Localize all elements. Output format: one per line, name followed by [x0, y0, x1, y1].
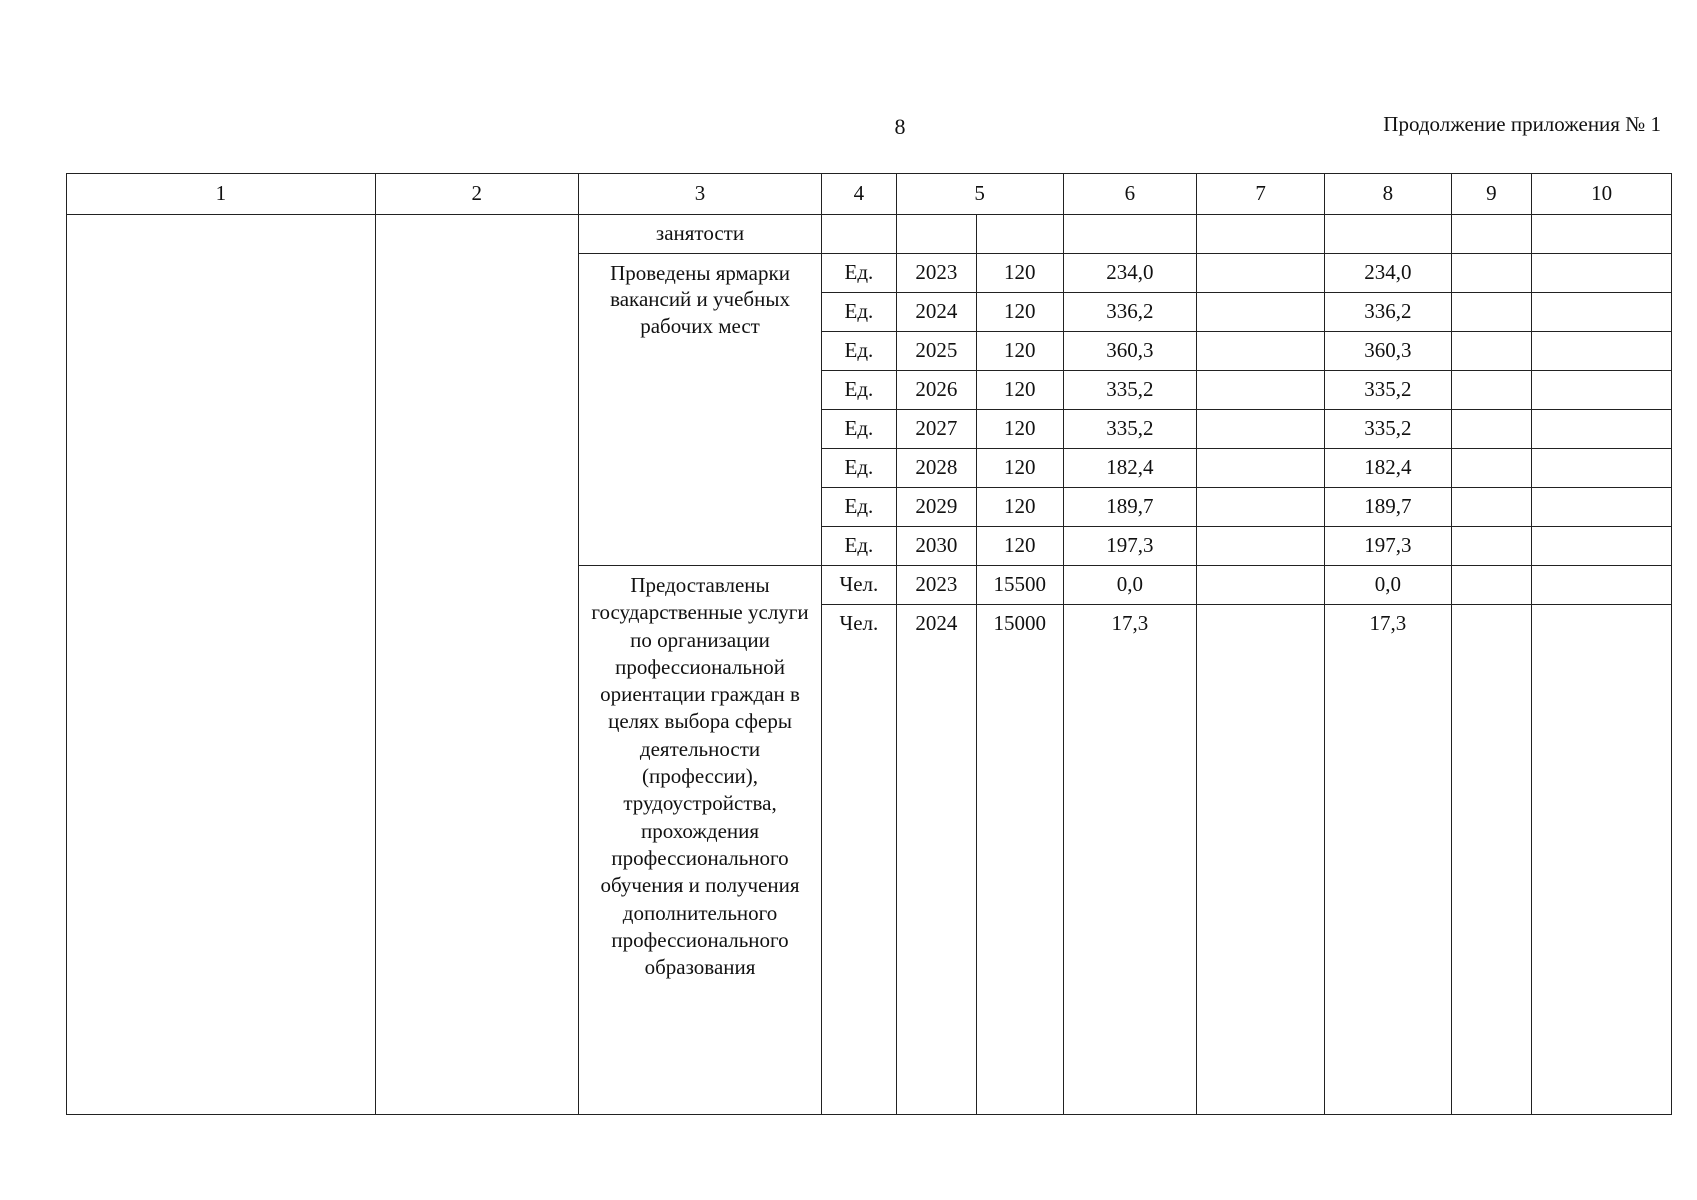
column-header: 3: [578, 174, 821, 215]
table-cell: [1324, 215, 1451, 254]
col8-cell: 335,2: [1324, 371, 1451, 410]
table-cell: [1063, 215, 1197, 254]
column-header: 9: [1451, 174, 1531, 215]
column-2-cell: [375, 215, 578, 1115]
column-header: 5: [896, 174, 1063, 215]
column-1-cell: [67, 215, 376, 1115]
col9-cell: [1451, 371, 1531, 410]
column-header: 6: [1063, 174, 1197, 215]
col7-cell: [1197, 566, 1325, 605]
col10-cell: [1532, 371, 1672, 410]
col8-cell: 197,3: [1324, 527, 1451, 566]
col9-cell: [1451, 488, 1531, 527]
table-cell: [1532, 215, 1672, 254]
column-header: 7: [1197, 174, 1325, 215]
table-cell: [896, 215, 976, 254]
value-cell: 120: [977, 254, 1063, 293]
year-cell: 2027: [896, 410, 976, 449]
value-cell: 120: [977, 449, 1063, 488]
year-cell: 2026: [896, 371, 976, 410]
col8-cell: 17,3: [1324, 605, 1451, 1115]
col7-cell: [1197, 371, 1325, 410]
table-cell: [1451, 215, 1531, 254]
unit-cell: Ед.: [822, 293, 896, 332]
year-cell: 2024: [896, 605, 976, 1115]
value-cell: 15500: [977, 566, 1063, 605]
col9-cell: [1451, 410, 1531, 449]
year-cell: 2023: [896, 566, 976, 605]
col7-cell: [1197, 293, 1325, 332]
col8-cell: 360,3: [1324, 332, 1451, 371]
col6-cell: 360,3: [1063, 332, 1197, 371]
col8-cell: 189,7: [1324, 488, 1451, 527]
col8-cell: 335,2: [1324, 410, 1451, 449]
unit-cell: Ед.: [822, 371, 896, 410]
year-cell: 2023: [896, 254, 976, 293]
col6-cell: 234,0: [1063, 254, 1197, 293]
col6-cell: 197,3: [1063, 527, 1197, 566]
col9-cell: [1451, 449, 1531, 488]
table-cell: [1197, 215, 1325, 254]
value-cell: 120: [977, 371, 1063, 410]
measure-description: Предоставлены государственные услуги по организации профессиональной ориентации граждан в целях выбора сферы деятельности (профессии), трудоустройства, прохождения профессионального обучения и получения дополнительного профессионального образования: [578, 566, 821, 1115]
col7-cell: [1197, 488, 1325, 527]
col9-cell: [1451, 566, 1531, 605]
col7-cell: [1197, 449, 1325, 488]
year-cell: 2030: [896, 527, 976, 566]
col6-cell: 182,4: [1063, 449, 1197, 488]
column-header: 2: [375, 174, 578, 215]
col6-cell: 17,3: [1063, 605, 1197, 1115]
col10-cell: [1532, 605, 1672, 1115]
page-number: 8: [894, 114, 906, 139]
unit-cell: Ед.: [822, 254, 896, 293]
continuation-text: занятости: [578, 215, 821, 254]
unit-cell: Ед.: [822, 410, 896, 449]
col7-cell: [1197, 332, 1325, 371]
column-header: 4: [822, 174, 896, 215]
year-cell: 2024: [896, 293, 976, 332]
value-cell: 120: [977, 527, 1063, 566]
col8-cell: 0,0: [1324, 566, 1451, 605]
col9-cell: [1451, 527, 1531, 566]
col8-cell: 234,0: [1324, 254, 1451, 293]
unit-cell: Ед.: [822, 488, 896, 527]
col10-cell: [1532, 488, 1672, 527]
col10-cell: [1532, 332, 1672, 371]
col7-cell: [1197, 527, 1325, 566]
col8-cell: 182,4: [1324, 449, 1451, 488]
value-cell: 120: [977, 293, 1063, 332]
col6-cell: 336,2: [1063, 293, 1197, 332]
table-row: [67, 215, 1672, 254]
col10-cell: [1532, 566, 1672, 605]
value-cell: 120: [977, 410, 1063, 449]
appendix-table: [66, 173, 1672, 1115]
value-cell: 120: [977, 488, 1063, 527]
col7-cell: [1197, 254, 1325, 293]
value-cell: 15000: [977, 605, 1063, 1115]
column-header: 10: [1532, 174, 1672, 215]
unit-cell: Ед.: [822, 527, 896, 566]
col10-cell: [1532, 293, 1672, 332]
year-cell: 2025: [896, 332, 976, 371]
col10-cell: [1532, 410, 1672, 449]
col10-cell: [1532, 254, 1672, 293]
unit-cell: Ед.: [822, 332, 896, 371]
col9-cell: [1451, 332, 1531, 371]
value-cell: 120: [977, 332, 1063, 371]
col10-cell: [1532, 527, 1672, 566]
table-cell: [822, 215, 896, 254]
column-header: 1: [67, 174, 376, 215]
year-cell: 2028: [896, 449, 976, 488]
unit-cell: Чел.: [822, 566, 896, 605]
col9-cell: [1451, 605, 1531, 1115]
col7-cell: [1197, 605, 1325, 1115]
col7-cell: [1197, 410, 1325, 449]
col9-cell: [1451, 254, 1531, 293]
unit-cell: Чел.: [822, 605, 896, 1115]
col8-cell: 336,2: [1324, 293, 1451, 332]
table-cell: [977, 215, 1063, 254]
col6-cell: 335,2: [1063, 410, 1197, 449]
col9-cell: [1451, 293, 1531, 332]
col6-cell: 0,0: [1063, 566, 1197, 605]
year-cell: 2029: [896, 488, 976, 527]
col6-cell: 335,2: [1063, 371, 1197, 410]
table-header-row: [67, 174, 1672, 215]
col10-cell: [1532, 449, 1672, 488]
col6-cell: 189,7: [1063, 488, 1197, 527]
appendix-continuation-note: Продолжение приложения № 1: [1383, 112, 1661, 136]
measure-description: Проведены ярмарки вакансий и учебных рабочих мест: [578, 254, 821, 566]
unit-cell: Ед.: [822, 449, 896, 488]
column-header: 8: [1324, 174, 1451, 215]
